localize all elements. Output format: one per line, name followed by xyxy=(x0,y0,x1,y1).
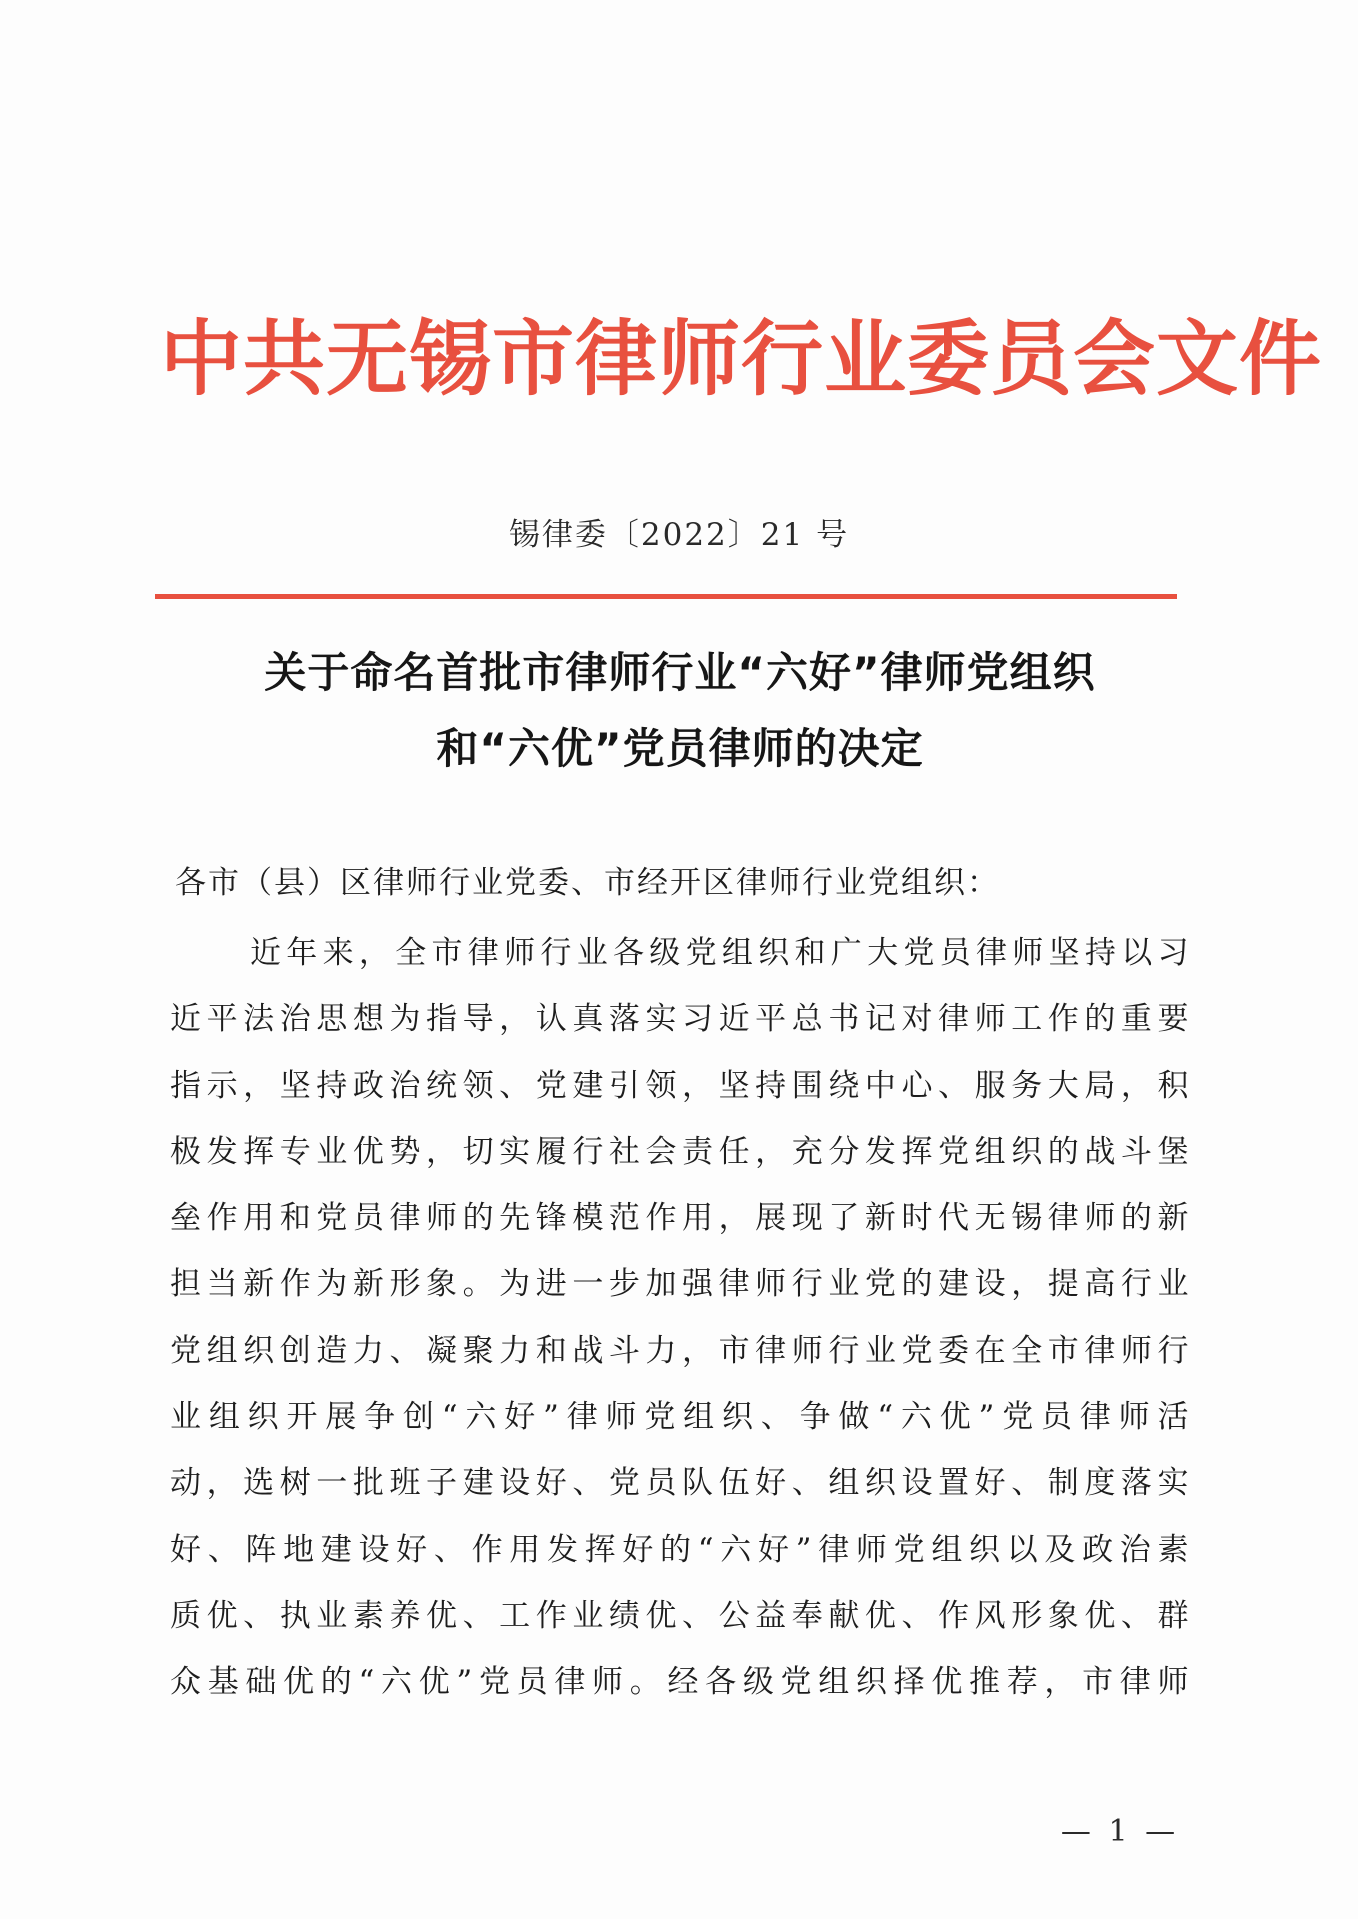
body-line: 好、阵地建设好、作用发挥好的“六好”律师党组织以及政治素 xyxy=(170,1531,1190,1568)
body-line: 动，选树一批班子建设好、党员队伍好、组织设置好、制度落实 xyxy=(170,1465,1190,1502)
body-line: 指示，坚持政治统领、党建引领，坚持围绕中心、服务大局，积 xyxy=(170,1067,1190,1104)
body-line: 党组织创造力、凝聚力和战斗力，市律师行业党委在全市律师行 xyxy=(170,1332,1190,1369)
body-line: 担当新作为新形象。为进一步加强律师行业党的建设，提高行业 xyxy=(170,1266,1190,1303)
body-line: 极发挥专业优势，切实履行社会责任，充分发挥党组织的战斗堡 xyxy=(170,1133,1190,1170)
body-line: 近年来，全市律师行业各级党组织和广大党员律师坚持以习 xyxy=(250,935,1190,971)
red-separator-line xyxy=(155,594,1177,599)
body-line: 近平法治思想为指导，认真落实习近平总书记对律师工作的重要 xyxy=(170,1001,1190,1038)
body-line: 业组织开展争创“六好”律师党组织、争做“六优”党员律师活 xyxy=(170,1399,1190,1436)
salutation: 各市（县）区律师行业党委、市经开区律师行业党组织： xyxy=(175,865,1000,901)
body-line: 垒作用和党员律师的先锋模范作用，展现了新时代无锡律师的新 xyxy=(170,1200,1190,1237)
document-title xyxy=(160,635,1200,787)
issuing-organization-title: 中共无锡市律师行业委员会文件 xyxy=(160,312,1323,407)
document-number: 锡律委〔2022〕21 号 xyxy=(508,517,850,553)
page-number: — 1 — xyxy=(1060,1814,1180,1849)
body-line: 众基础优的“六优”党员律师。经各级党组织择优推荐，市律师 xyxy=(170,1664,1190,1701)
title-line-1: 关于命名首批市律师行业“六好”律师党组织 xyxy=(264,648,1096,697)
title-line-2: 和“六优”党员律师的决定 xyxy=(436,724,924,773)
body-line: 质优、执业素养优、工作业绩优、公益奉献优、作风形象优、群 xyxy=(170,1597,1190,1634)
body-text xyxy=(170,920,1190,1716)
